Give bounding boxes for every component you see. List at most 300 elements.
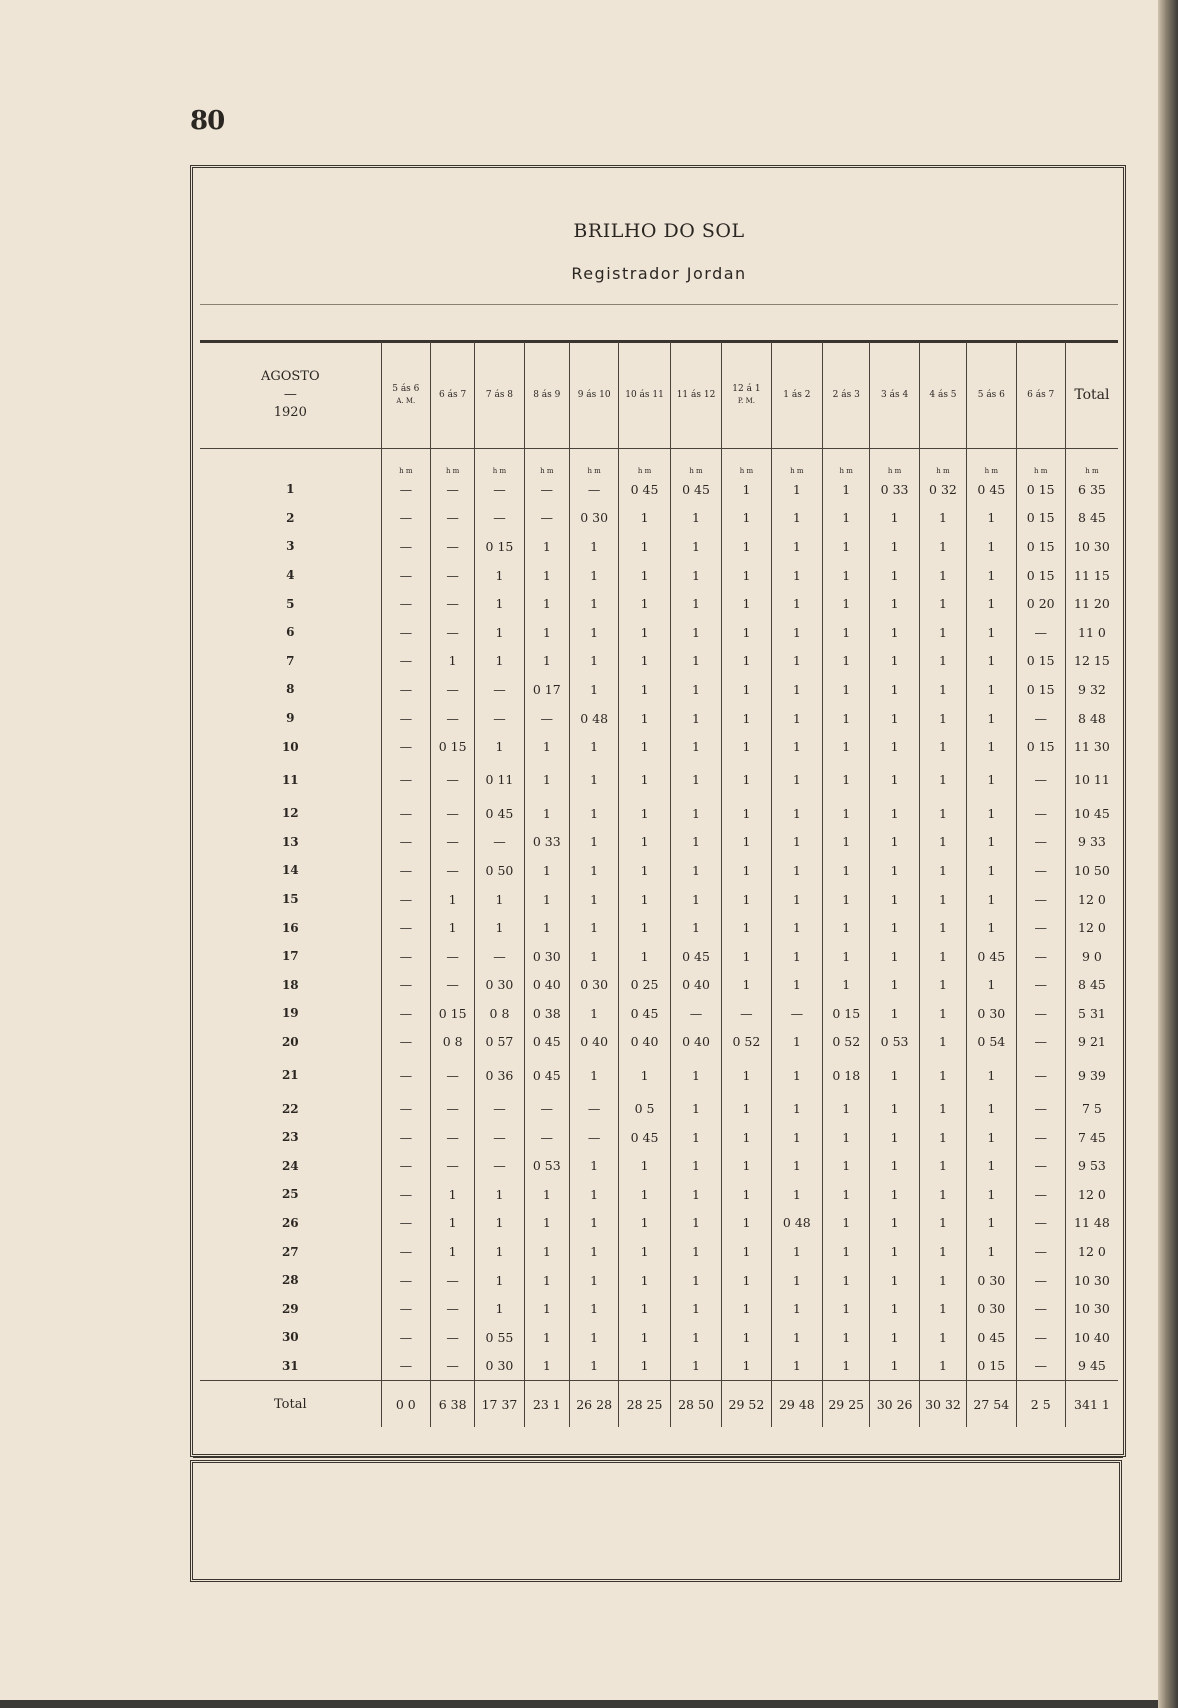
sunshine-cell: 1: [919, 675, 966, 704]
sunshine-cell: —: [381, 1209, 430, 1238]
sunshine-cell: 1: [619, 561, 670, 590]
sunshine-cell: 1: [870, 675, 919, 704]
sunshine-cell: —: [524, 475, 569, 504]
sunshine-cell: —: [381, 1352, 430, 1381]
table-row: [200, 999, 1118, 1028]
table-row: [200, 475, 1118, 504]
column-total: 29 25: [823, 1381, 870, 1428]
sunshine-cell: 1: [823, 1151, 870, 1180]
day-total: 8 45: [1065, 504, 1118, 533]
table-row: [200, 828, 1118, 857]
hour-column-header: [722, 342, 771, 449]
sunshine-cell: 0 54: [967, 1028, 1016, 1057]
sunshine-cell: 0 15: [1016, 532, 1065, 561]
sunshine-cell: 1: [823, 799, 870, 828]
sunshine-cell: 1: [771, 1352, 822, 1381]
sunshine-cell: —: [381, 1266, 430, 1295]
sunshine-cell: 1: [771, 1028, 822, 1057]
units-label: h m: [619, 449, 670, 476]
day-total: 10 11: [1065, 761, 1118, 799]
sunshine-cell: —: [431, 475, 475, 504]
sunshine-cell: —: [381, 532, 430, 561]
sunshine-cell: —: [431, 1266, 475, 1295]
sunshine-cell: 1: [967, 1180, 1016, 1209]
day-total: 10 30: [1065, 1266, 1118, 1295]
sunshine-cell: 0 15: [475, 532, 524, 561]
table-row: [200, 1237, 1118, 1266]
sunshine-cell: 0 15: [1016, 475, 1065, 504]
sunshine-cell: —: [381, 618, 430, 647]
sunshine-cell: 0 36: [475, 1056, 524, 1094]
sunshine-cell: 1: [967, 971, 1016, 1000]
sunshine-cell: 1: [722, 1294, 771, 1323]
sunshine-cell: —: [1016, 856, 1065, 885]
sunshine-cell: 1: [771, 942, 822, 971]
day-number: 18: [281, 977, 299, 992]
sunshine-cell: —: [431, 942, 475, 971]
hour-column-header: [967, 342, 1016, 449]
sunshine-cell: 1: [823, 675, 870, 704]
sunshine-cell: 0 30: [967, 1294, 1016, 1323]
sunshine-cell: 1: [967, 532, 1016, 561]
sunshine-cell: 1: [870, 732, 919, 761]
sunshine-cell: 1: [431, 1209, 475, 1238]
sunshine-cell: 1: [919, 1209, 966, 1238]
sunshine-cell: —: [381, 828, 430, 857]
day-total: 10 30: [1065, 1294, 1118, 1323]
table-row: [200, 589, 1118, 618]
sunshine-cell: 1: [919, 561, 966, 590]
sunshine-cell: 1: [670, 761, 721, 799]
sunshine-cell: —: [1016, 761, 1065, 799]
sunshine-cell: 0 40: [619, 1028, 670, 1057]
sunshine-cell: —: [475, 1123, 524, 1152]
sunshine-cell: 1: [722, 732, 771, 761]
sunshine-cell: 1: [919, 1123, 966, 1152]
sunshine-cell: 1: [475, 913, 524, 942]
sunshine-cell: 1: [569, 942, 618, 971]
sunshine-cell: 1: [722, 504, 771, 533]
day-number: 25: [281, 1187, 299, 1202]
sunshine-cell: 1: [569, 532, 618, 561]
sunshine-cell: 0 30: [967, 1266, 1016, 1295]
hour-range-label: 6 ás 7: [1027, 390, 1055, 400]
sunshine-cell: 1: [670, 1056, 721, 1094]
sunshine-cell: 1: [722, 1123, 771, 1152]
sunshine-cell: 1: [722, 1209, 771, 1238]
sunshine-table: [200, 342, 1118, 1427]
sunshine-cell: —: [381, 732, 430, 761]
sunshine-cell: 1: [919, 1266, 966, 1295]
sunshine-cell: 1: [823, 1323, 870, 1352]
sunshine-cell: 1: [919, 504, 966, 533]
sunshine-cell: —: [431, 1123, 475, 1152]
sunshine-cell: 0 40: [670, 1028, 721, 1057]
sunshine-cell: 1: [919, 1237, 966, 1266]
sunshine-cell: —: [1016, 999, 1065, 1028]
sunshine-cell: 1: [722, 913, 771, 942]
sunshine-cell: —: [1016, 704, 1065, 733]
sunshine-cell: 1: [619, 761, 670, 799]
sunshine-cell: 0 15: [1016, 561, 1065, 590]
sunshine-cell: 1: [967, 913, 1016, 942]
sunshine-cell: 1: [870, 1209, 919, 1238]
sunshine-cell: 1: [670, 1180, 721, 1209]
sunshine-cell: 1: [619, 589, 670, 618]
sunshine-cell: 0 50: [475, 856, 524, 885]
table-row: [200, 1094, 1118, 1123]
day-total: 7 45: [1065, 1123, 1118, 1152]
sunshine-cell: —: [431, 1323, 475, 1352]
day-total: 6 35: [1065, 475, 1118, 504]
day-total: 12 0: [1065, 1237, 1118, 1266]
sunshine-cell: 0 40: [569, 1028, 618, 1057]
units-label: h m: [431, 449, 475, 476]
column-total: 28 25: [619, 1381, 670, 1428]
hour-column-header: [771, 342, 822, 449]
sunshine-cell: 1: [919, 999, 966, 1028]
sunshine-cell: —: [431, 675, 475, 704]
sunshine-cell: 0 45: [670, 475, 721, 504]
sunshine-cell: 1: [569, 1323, 618, 1352]
sunshine-cell: —: [475, 942, 524, 971]
sunshine-cell: 1: [967, 504, 1016, 533]
sunshine-cell: 0 15: [1016, 675, 1065, 704]
sunshine-cell: 1: [670, 1266, 721, 1295]
sunshine-cell: —: [1016, 1266, 1065, 1295]
sunshine-cell: 1: [771, 885, 822, 914]
sunshine-cell: 1: [569, 732, 618, 761]
sunshine-cell: 1: [823, 1237, 870, 1266]
sunshine-cell: —: [431, 1352, 475, 1381]
sunshine-cell: 1: [919, 1323, 966, 1352]
sunshine-cell: 1: [823, 761, 870, 799]
sunshine-cell: 1: [475, 589, 524, 618]
sunshine-cell: 1: [771, 1151, 822, 1180]
sunshine-cell: 1: [722, 532, 771, 561]
sunshine-cell: 1: [569, 761, 618, 799]
sunshine-cell: 1: [722, 1266, 771, 1295]
sunshine-cell: 1: [823, 532, 870, 561]
sunshine-cell: 1: [670, 704, 721, 733]
table-row: [200, 1056, 1118, 1094]
sunshine-cell: —: [431, 799, 475, 828]
sunshine-cell: 1: [569, 1266, 618, 1295]
sunshine-cell: 0 40: [670, 971, 721, 1000]
sunshine-cell: 1: [670, 1094, 721, 1123]
sunshine-cell: —: [569, 1094, 618, 1123]
sunshine-cell: —: [475, 1151, 524, 1180]
sunshine-cell: 1: [870, 828, 919, 857]
units-label: h m: [919, 449, 966, 476]
sunshine-cell: 1: [619, 1151, 670, 1180]
sunshine-cell: 0 45: [967, 942, 1016, 971]
day-total: 9 32: [1065, 675, 1118, 704]
sunshine-cell: 1: [475, 885, 524, 914]
sunshine-cell: 1: [475, 1237, 524, 1266]
sunshine-cell: 1: [771, 1323, 822, 1352]
hour-range-label: 1 ás 2: [783, 390, 811, 400]
sunshine-cell: 1: [967, 799, 1016, 828]
sunshine-cell: 1: [670, 856, 721, 885]
sunshine-cell: 1: [722, 561, 771, 590]
sunshine-cell: 1: [870, 1151, 919, 1180]
sunshine-cell: 1: [823, 732, 870, 761]
sunshine-cell: —: [381, 1028, 430, 1057]
sunshine-cell: 1: [823, 475, 870, 504]
sunshine-cell: —: [431, 618, 475, 647]
column-total: 29 52: [722, 1381, 771, 1428]
table-row: [200, 1123, 1118, 1152]
sunshine-cell: 1: [722, 971, 771, 1000]
sunshine-cell: 1: [569, 999, 618, 1028]
sunshine-cell: 1: [771, 799, 822, 828]
table-title: BRILHO DO SOL: [573, 220, 745, 242]
sunshine-cell: 1: [823, 856, 870, 885]
sunshine-cell: —: [381, 1294, 430, 1323]
sunshine-cell: 1: [475, 618, 524, 647]
sunshine-cell: —: [475, 704, 524, 733]
table-row: [200, 942, 1118, 971]
hour-range-label: 5 ás 6: [977, 390, 1005, 400]
sunshine-cell: 1: [431, 1237, 475, 1266]
sunshine-cell: 1: [722, 618, 771, 647]
sunshine-cell: 1: [722, 1180, 771, 1209]
sunshine-cell: 1: [475, 647, 524, 676]
table-row: [200, 618, 1118, 647]
period-label: A. M.: [396, 397, 416, 405]
units-label: h m: [670, 449, 721, 476]
sunshine-cell: 0 15: [431, 999, 475, 1028]
sunshine-cell: 1: [722, 761, 771, 799]
sunshine-cell: 1: [870, 799, 919, 828]
sunshine-cell: —: [771, 999, 822, 1028]
table-row: [200, 971, 1118, 1000]
sunshine-cell: 1: [670, 589, 721, 618]
sunshine-cell: 1: [670, 561, 721, 590]
table-row: [200, 1028, 1118, 1057]
sunshine-cell: 1: [524, 1209, 569, 1238]
sunshine-cell: 1: [870, 1294, 919, 1323]
hour-range-label: 3 ás 4: [881, 390, 909, 400]
sunshine-cell: 0 45: [967, 475, 1016, 504]
column-total: 26 28: [569, 1381, 618, 1428]
column-total: 30 26: [870, 1381, 919, 1428]
day-total: 11 48: [1065, 1209, 1118, 1238]
sunshine-cell: 1: [919, 647, 966, 676]
sunshine-cell: 1: [431, 1180, 475, 1209]
sunshine-cell: 1: [524, 1352, 569, 1381]
day-total: 9 33: [1065, 828, 1118, 857]
sunshine-cell: 1: [919, 971, 966, 1000]
sunshine-cell: 0 30: [475, 971, 524, 1000]
sunshine-cell: 1: [967, 856, 1016, 885]
sunshine-cell: 1: [919, 885, 966, 914]
hour-column-header: [1016, 342, 1065, 449]
sunshine-cell: 1: [619, 1209, 670, 1238]
sunshine-cell: 1: [870, 561, 919, 590]
day-number: 22: [281, 1101, 299, 1116]
sunshine-cell: 1: [569, 1209, 618, 1238]
grand-total: 341 1: [1065, 1381, 1118, 1428]
footer-box: [190, 1460, 1122, 1582]
sunshine-cell: —: [1016, 1209, 1065, 1238]
units-label: h m: [569, 449, 618, 476]
sunshine-cell: 0 52: [722, 1028, 771, 1057]
table-row: [200, 647, 1118, 676]
sunshine-cell: 1: [475, 1209, 524, 1238]
hour-column-header: [569, 342, 618, 449]
sunshine-cell: 1: [670, 1237, 721, 1266]
sunshine-cell: —: [1016, 942, 1065, 971]
day-total: 11 20: [1065, 589, 1118, 618]
sunshine-cell: —: [1016, 1056, 1065, 1094]
page-number: 80: [190, 106, 225, 136]
sunshine-cell: 1: [919, 618, 966, 647]
day-number: 15: [281, 892, 299, 907]
sunshine-cell: 1: [771, 675, 822, 704]
sunshine-cell: 1: [771, 475, 822, 504]
table-row: [200, 885, 1118, 914]
sunshine-cell: 1: [524, 856, 569, 885]
day-total: 11 0: [1065, 618, 1118, 647]
hour-column-header: [475, 342, 524, 449]
sunshine-cell: 1: [967, 732, 1016, 761]
sunshine-cell: 1: [722, 1094, 771, 1123]
sunshine-cell: 1: [524, 1180, 569, 1209]
sunshine-cell: 1: [475, 732, 524, 761]
sunshine-cell: 0 40: [524, 971, 569, 1000]
day-number: 19: [281, 1006, 299, 1021]
sunshine-cell: 1: [524, 732, 569, 761]
sunshine-cell: 1: [619, 1237, 670, 1266]
units-label: h m: [870, 449, 919, 476]
table-row: [200, 704, 1118, 733]
day-number: 11: [281, 772, 299, 787]
sunshine-cell: —: [431, 1056, 475, 1094]
sunshine-cell: 0 15: [1016, 504, 1065, 533]
sunshine-cell: 1: [967, 647, 1016, 676]
sunshine-cell: 1: [771, 828, 822, 857]
sunshine-cell: 1: [619, 942, 670, 971]
day-total: 9 45: [1065, 1352, 1118, 1381]
sunshine-cell: 1: [431, 647, 475, 676]
units-label: h m: [524, 449, 569, 476]
day-total: 9 53: [1065, 1151, 1118, 1180]
sunshine-cell: 1: [722, 704, 771, 733]
sunshine-cell: 1: [619, 1180, 670, 1209]
table-row: [200, 1352, 1118, 1381]
units-label: h m: [722, 449, 771, 476]
sunshine-cell: 1: [619, 799, 670, 828]
day-number: 8: [286, 682, 295, 697]
sunshine-cell: 1: [771, 1123, 822, 1152]
sunshine-cell: —: [381, 999, 430, 1028]
hour-range-label: 11 ás 12: [676, 390, 716, 400]
sunshine-cell: 1: [569, 1056, 618, 1094]
sunshine-cell: 1: [670, 1294, 721, 1323]
day-total: 12 0: [1065, 885, 1118, 914]
sunshine-cell: 1: [870, 856, 919, 885]
sunshine-cell: 1: [670, 1209, 721, 1238]
sunshine-cell: 1: [823, 504, 870, 533]
sunshine-cell: 1: [475, 1180, 524, 1209]
sunshine-cell: —: [381, 971, 430, 1000]
sunshine-cell: 1: [619, 1294, 670, 1323]
table-row: [200, 761, 1118, 799]
year-label: 1920: [273, 405, 307, 420]
sunshine-cell: 1: [771, 732, 822, 761]
sunshine-cell: 0 15: [1016, 732, 1065, 761]
sunshine-cell: —: [431, 1094, 475, 1123]
sunshine-cell: 1: [771, 1266, 822, 1295]
page-edge: [1158, 0, 1178, 1708]
sunshine-cell: 1: [919, 1294, 966, 1323]
sunshine-cell: —: [381, 561, 430, 590]
sunshine-cell: —: [722, 999, 771, 1028]
sunshine-cell: 1: [569, 799, 618, 828]
hour-column-header: [823, 342, 870, 449]
sunshine-cell: 1: [870, 589, 919, 618]
sunshine-cell: 1: [722, 828, 771, 857]
column-header-row: [200, 342, 1118, 449]
sunshine-cell: 1: [670, 913, 721, 942]
sunshine-cell: 1: [670, 504, 721, 533]
sunshine-cell: —: [431, 971, 475, 1000]
sunshine-cell: 1: [823, 971, 870, 1000]
sunshine-cell: 1: [670, 732, 721, 761]
sunshine-cell: 0 15: [1016, 647, 1065, 676]
sunshine-cell: 1: [619, 1323, 670, 1352]
sunshine-cell: 1: [569, 1151, 618, 1180]
sunshine-cell: 0 30: [524, 942, 569, 971]
sunshine-cell: 1: [569, 675, 618, 704]
sunshine-cell: 1: [619, 532, 670, 561]
sunshine-cell: 1: [619, 704, 670, 733]
sunshine-cell: 1: [823, 1209, 870, 1238]
sunshine-cell: 1: [670, 799, 721, 828]
units-label: h m: [771, 449, 822, 476]
sunshine-cell: —: [1016, 1294, 1065, 1323]
day-total: 9 39: [1065, 1056, 1118, 1094]
month-header: [200, 342, 381, 449]
header-divider: [200, 304, 1118, 305]
sunshine-cell: 1: [870, 1094, 919, 1123]
sunshine-cell: 1: [619, 647, 670, 676]
sunshine-cell: 0 8: [475, 999, 524, 1028]
sunshine-cell: 0 15: [431, 732, 475, 761]
hour-range-label: 9 ás 10: [577, 390, 611, 400]
sunshine-cell: 1: [670, 828, 721, 857]
sunshine-cell: 1: [569, 828, 618, 857]
sunshine-cell: 1: [967, 1056, 1016, 1094]
sunshine-cell: —: [431, 1294, 475, 1323]
sunshine-cell: 1: [569, 647, 618, 676]
sunshine-cell: —: [524, 1094, 569, 1123]
sunshine-cell: 1: [722, 647, 771, 676]
sunshine-cell: 0 48: [771, 1209, 822, 1238]
totals-row: [200, 1381, 1118, 1428]
sunshine-cell: 0 53: [870, 1028, 919, 1057]
sunshine-cell: 0 33: [870, 475, 919, 504]
sunshine-cell: 1: [569, 913, 618, 942]
sunshine-cell: 0 45: [524, 1056, 569, 1094]
period-label: P. M.: [737, 397, 755, 405]
sunshine-cell: 1: [670, 1123, 721, 1152]
units-label: h m: [1065, 449, 1118, 476]
table-row: [200, 1209, 1118, 1238]
sunshine-cell: 1: [722, 1323, 771, 1352]
